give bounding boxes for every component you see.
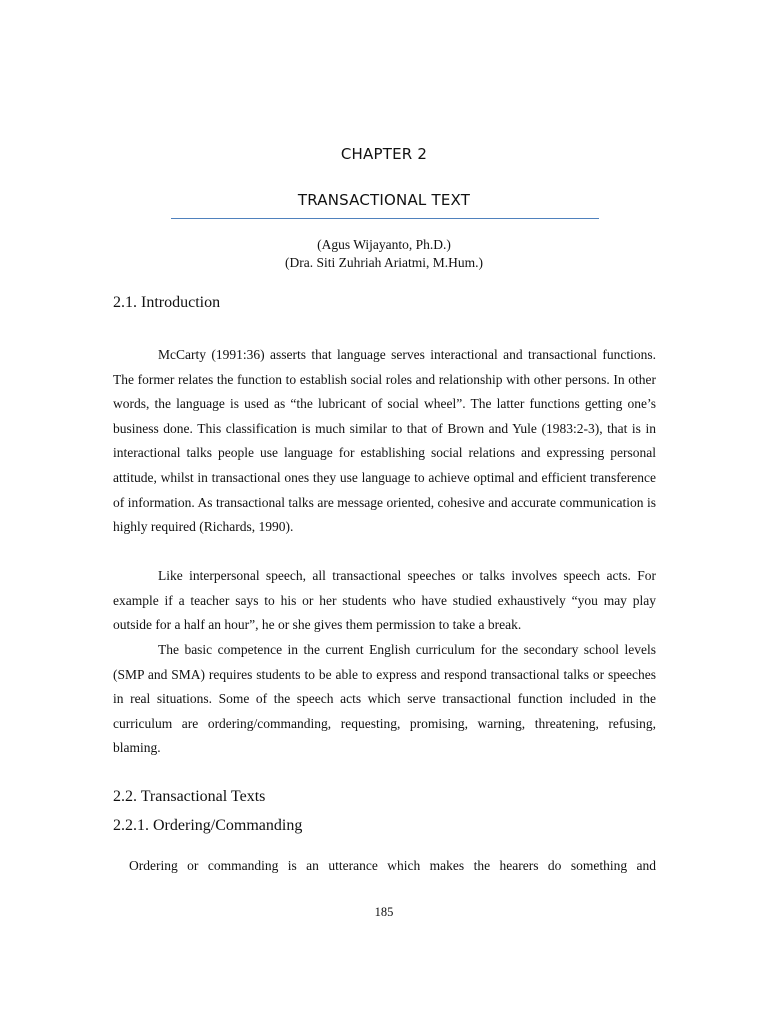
author-1: (Agus Wijayanto, Ph.D.) [317,237,451,252]
paragraph-2 [113,564,656,638]
chapter-label: CHAPTER 2 [340,145,428,163]
section-heading-transactional-texts: 2.2. Transactional Texts [113,788,266,805]
ordering-paragraph: Ordering or commanding is an utterance which makes the hearers do something and [129,858,656,873]
title-divider [171,218,599,219]
paragraph-text: McCarty (1991:36) asserts that language serves interactional and transactional functions. The former relates the function to establish social roles and relationship with other persons. In other words, the language is used as “the lubricant of social wheel”. The latter functions getting one’s business done. This classification is much similar to that of Brown and Yule (1983:2-3), that is in interactional talks people use language for establishing social relations and expressing personal attitude, whilst in transactional ones they use language to achieve optimal and efficient transference of information. As transactional talks are message oriented, cohesive and accurate communication is highly required (Richards, 1990). [113,347,656,535]
paragraph-3 [113,638,656,761]
paragraph-text: The basic competence in the current English curriculum for the secondary school levels (SMP and SMA) requires students to be able to express and respond transactional talks or speeches in real situations. Some of the speech acts which serve transactional function included in the curriculum are ordering/commanding, requesting, promising, warning, threatening, refusing, blaming. [113,642,656,756]
paragraph-text: Like interpersonal speech, all transactional speeches or talks involves speech acts. For example if a teacher says to his or her students who have studied exhaustively “you may play outside for a half an hour”, he or she gives them permission to take a break. [113,568,656,633]
subsection-heading-ordering: 2.2.1. Ordering/Commanding [113,817,303,834]
section-heading-introduction: 2.1. Introduction [113,294,221,311]
chapter-title: TRANSACTIONAL TEXT [297,191,471,209]
paragraph-1 [113,343,656,540]
author-list [0,236,768,272]
page-number: 185 [374,905,394,919]
author-2: (Dra. Siti Zuhriah Ariatmi, M.Hum.) [285,255,483,270]
